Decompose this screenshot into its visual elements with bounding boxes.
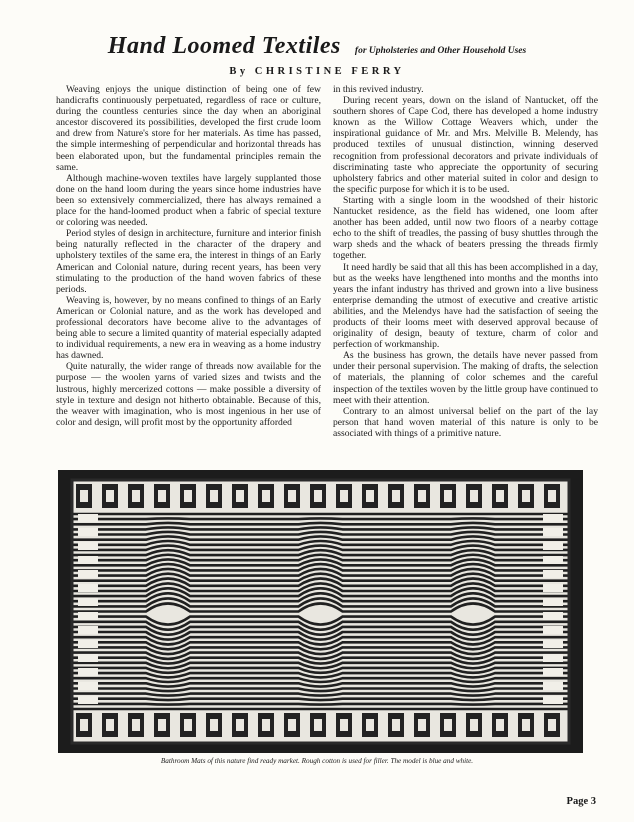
paragraph: Period styles of design in architecture, furniture and interior finish being naturally reflected in the character of the drapery and upholstery textiles of the same era, the interest in things of an Early American and Colonial nature, during recent years, has been very stimulating to the production of the hand woven fabrics of these periods.	[56, 228, 321, 295]
page-number: Page 3	[566, 796, 596, 807]
article-byline: By CHRISTINE FERRY	[229, 66, 405, 77]
paragraph: Although machine-woven textiles have largely supplanted those done on the hand loom during the years since home industries have been so extensively commercialized, there has always remained a place for the hand-loomed product when a fabric of special texture or coloring was needed.	[56, 172, 321, 229]
paragraph: Weaving enjoys the unique distinction of being one of few handicrafts continuously perpetuated, regardless of race or culture, during the countless centuries since the day when an aboriginal ancestor discovered its possibilities, developed the first crude loom and drew from Nature's store for her materials. As time has passed, the simple intermeshing of perpendicular and horizontal threads has been elaborated upon, but the fundamental principles remain the same.	[56, 84, 321, 173]
paragraph: During recent years, down on the island of Nantucket, off the southern shores of Cape Cod, there has developed a home industry known as the Willow Cottage Weavers which, under the inspirational guidance of Mr. and Mrs. Melville B. Melendy, has produced textiles of unusual distinction, winning deserved recognition from professional decorators and private individuals of discriminating taste who appreciate the opportunity of securing upholstery fabrics and other material suited in color and design to the specific purpose for which it is to be used.	[333, 95, 598, 195]
weave-stripe	[72, 523, 569, 524]
paragraph: Starting with a single loom in the woodshed of their historic Nantucket residence, as the field has widened, one loom after another has been added, until now two floors of a nearby cottage echo to the shift of treadles, the passing of busy shuttles through the warp sheds and the whack of beaters pressing the threads firmly together.	[333, 194, 598, 262]
figure-caption: Bathroom Mats of this nature find ready market. Rough cotton is used for filler. The model is blue and white.	[160, 757, 474, 765]
article-title: Hand Loomed Textiles	[107, 33, 341, 59]
weave-stripe	[72, 518, 569, 519]
weave-stripe	[72, 704, 569, 705]
paragraph: Weaving is, however, by no means confined to things of an Early American or Colonial nature, and as the work has developed and professional decorators have become alive to the advantages of being able to secure a limited quantity of material especially adapted to individual requirements, a new era in weaving as a home industry has dawned.	[56, 294, 321, 362]
woven-mat-photo	[58, 470, 583, 753]
paragraph: It need hardly be said that all this has been accomplished in a day, but as the weeks have lengthened into months and the months into years the infant industry has thrived and grown into a live business enterprise demanding the utmost of executive and creative artistic abilities, and the Melendys have had the satisfaction of seeing the products of their looms meet with deserved approval because of originality of design, beauty of texture, charm of color and perfection of workmanship.	[333, 261, 598, 351]
article-header	[0, 33, 634, 60]
paragraph: As the business has grown, the details have never passed from under their personal supervision. The making of drafts, the selection of materials, the planning of color schemes and the careful inspection of the textiles woven by the little group have continued to meet with their attention.	[333, 350, 598, 406]
weave-stripe	[72, 699, 569, 700]
paragraph: Quite naturally, the wider range of threads now available for the purpose — the woolen yarns of varied sizes and twists and the lustrous, highly mercerized cottons — make possible a diversity of style in texture and design not hitherto obtainable. Because of this, the weaver with imagination, who is most ingenious in her use of color and design, will profit most by the opportunity afforded	[56, 361, 321, 428]
paragraph: Contrary to an almost universal belief on the part of the lay person that hand woven material of this nature is only to be associated with things of a primitive nature.	[333, 405, 598, 439]
right-column	[333, 84, 598, 439]
paragraph-continuation: in this revived industry.	[333, 84, 424, 95]
left-column	[56, 84, 321, 428]
article-subtitle: for Upholsteries and Other Household Uses	[354, 46, 527, 56]
